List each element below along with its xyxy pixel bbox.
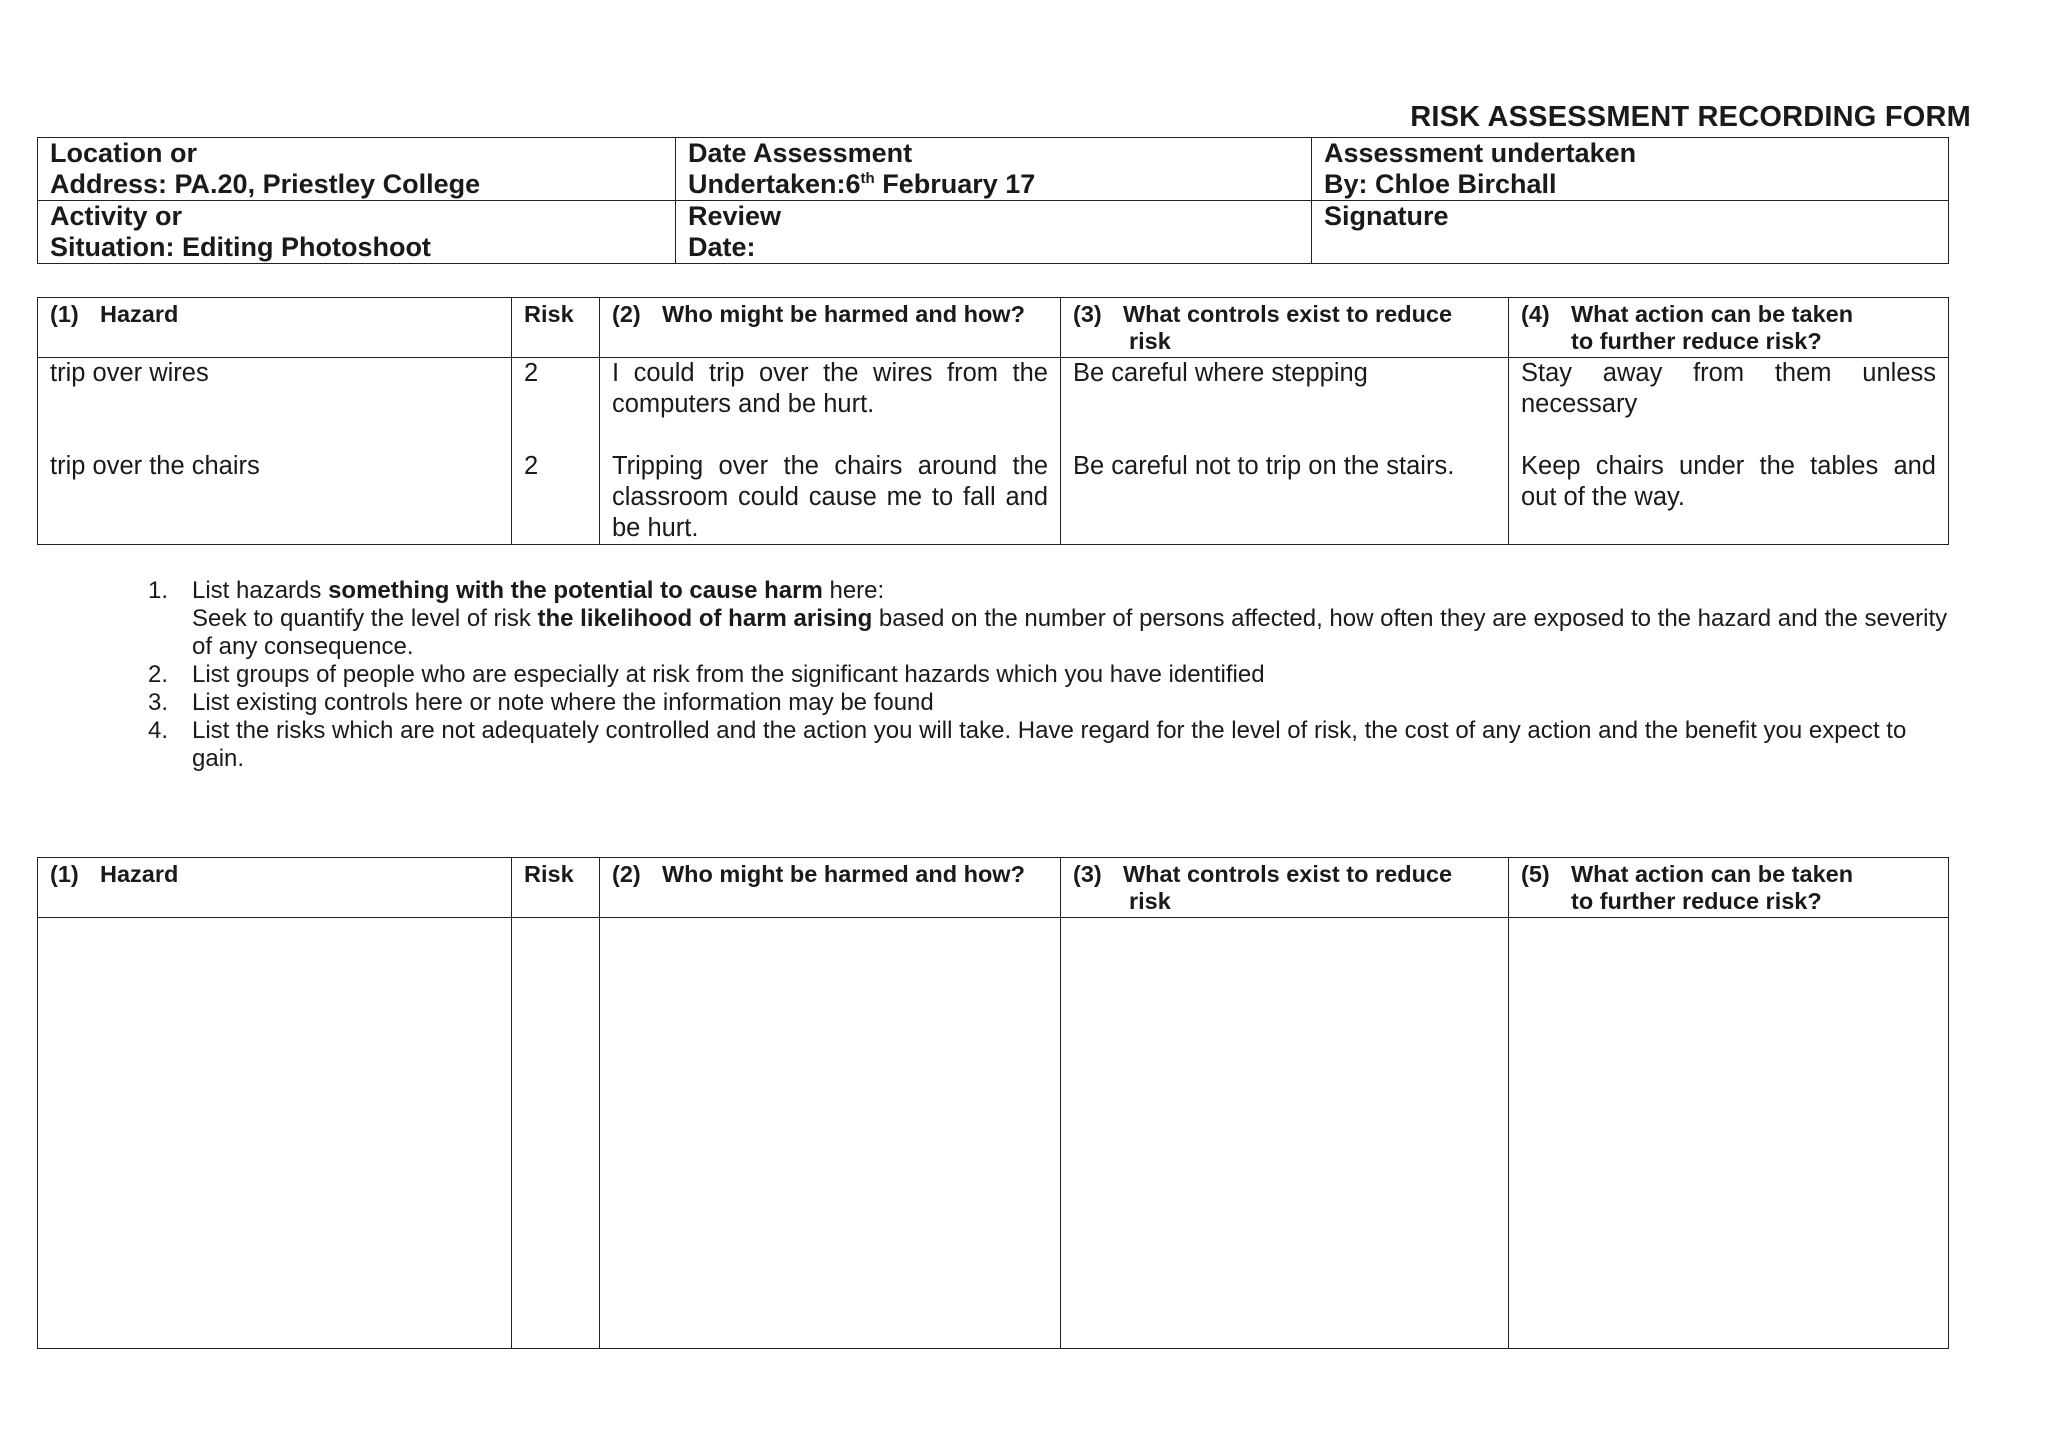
date-value: Undertaken:6th February 17 (688, 169, 1036, 199)
assessor-cell[interactable] (1312, 138, 1949, 201)
risk-value: 2 (524, 359, 539, 387)
header-action: (4) What action can be taken to further reduce risk? (1509, 298, 1949, 358)
location-cell[interactable] (38, 138, 676, 201)
location-value: Address: PA.20, Priestley College (50, 169, 481, 199)
table-header-row (38, 298, 1949, 358)
instructions-list (148, 577, 1948, 773)
hazard-text: trip over the chairs (50, 452, 260, 480)
date-label: Date Assessment (688, 138, 913, 168)
header-action: (5) What action can be taken to further reduce risk? (1509, 858, 1949, 918)
table-row (38, 358, 1949, 545)
hazard-cell[interactable] (38, 918, 512, 1349)
who-cell[interactable] (600, 918, 1061, 1349)
risk-cell[interactable] (512, 918, 600, 1349)
assessor-value: By: Chloe Birchall (1324, 169, 1557, 199)
header-controls: (3) What controls exist to reduce risk (1061, 858, 1509, 918)
table-row (38, 918, 1949, 1349)
assessment-info-table (37, 137, 1949, 264)
hazard-table-blank (37, 857, 1949, 1349)
activity-value: Situation: Editing Photoshoot (50, 232, 431, 262)
header-controls: (3) What controls exist to reduce risk (1061, 298, 1509, 358)
review-label: Review (688, 201, 782, 231)
location-label: Location or (50, 138, 197, 168)
risk-cell[interactable] (512, 358, 600, 545)
list-item: 3. List existing controls here or note where the information may be found (148, 689, 934, 716)
hazard-table-filled (37, 297, 1949, 545)
header-who: (2) Who might be harmed and how? (600, 298, 1061, 358)
action-cell[interactable] (1509, 358, 1949, 545)
risk-value: 2 (524, 452, 539, 480)
review-date-label: Date: (688, 232, 756, 262)
header-hazard: (1) Hazard (38, 298, 512, 358)
signature-label: Signature (1324, 201, 1449, 231)
assessor-label: Assessment undertaken (1324, 138, 1637, 168)
who-text: Tripping over the chairs around the classroom could cause me to fall and be hurt. (612, 452, 1048, 542)
table-header-row (38, 858, 1949, 918)
controls-cell[interactable] (1061, 358, 1509, 545)
hazard-text: trip over wires (50, 359, 209, 387)
who-text: I could trip over the wires from the computers and be hurt. (612, 359, 1048, 418)
controls-text: Be careful where stepping (1073, 359, 1368, 387)
list-item: 4. List the risks which are not adequately controlled and the action you will take. Have regard for the level of risk, the cost of any action and the benefit you expect to gain. (148, 717, 1907, 772)
action-cell[interactable] (1509, 918, 1949, 1349)
form-title: RISK ASSESSMENT RECORDING FORM (1410, 101, 1971, 133)
action-text: Keep chairs under the tables and out of the way. (1521, 452, 1936, 511)
list-item: 2. List groups of people who are especially at risk from the significant hazards which you have identified (148, 661, 1265, 688)
list-item: 1. List hazards something with the potential to cause harm here: Seek to quantify the level of risk the likelihood of harm arising based on the number of persons affected, how often they are exposed to the hazard and the severity of any consequence. (148, 577, 1948, 660)
header-who: (2) Who might be harmed and how? (600, 858, 1061, 918)
controls-text: Be careful not to trip on the stairs. (1073, 452, 1455, 480)
date-cell[interactable] (676, 138, 1312, 201)
who-cell[interactable] (600, 358, 1061, 545)
hazard-cell[interactable] (38, 358, 512, 545)
activity-label: Activity or (50, 201, 183, 231)
activity-cell[interactable] (38, 201, 676, 264)
header-risk: Risk (512, 858, 600, 918)
controls-cell[interactable] (1061, 918, 1509, 1349)
review-date-cell[interactable] (676, 201, 1312, 264)
header-hazard: (1) Hazard (38, 858, 512, 918)
header-risk: Risk (512, 298, 600, 358)
signature-cell[interactable] (1312, 201, 1949, 264)
action-text: Stay away from them unless necessary (1521, 359, 1936, 418)
